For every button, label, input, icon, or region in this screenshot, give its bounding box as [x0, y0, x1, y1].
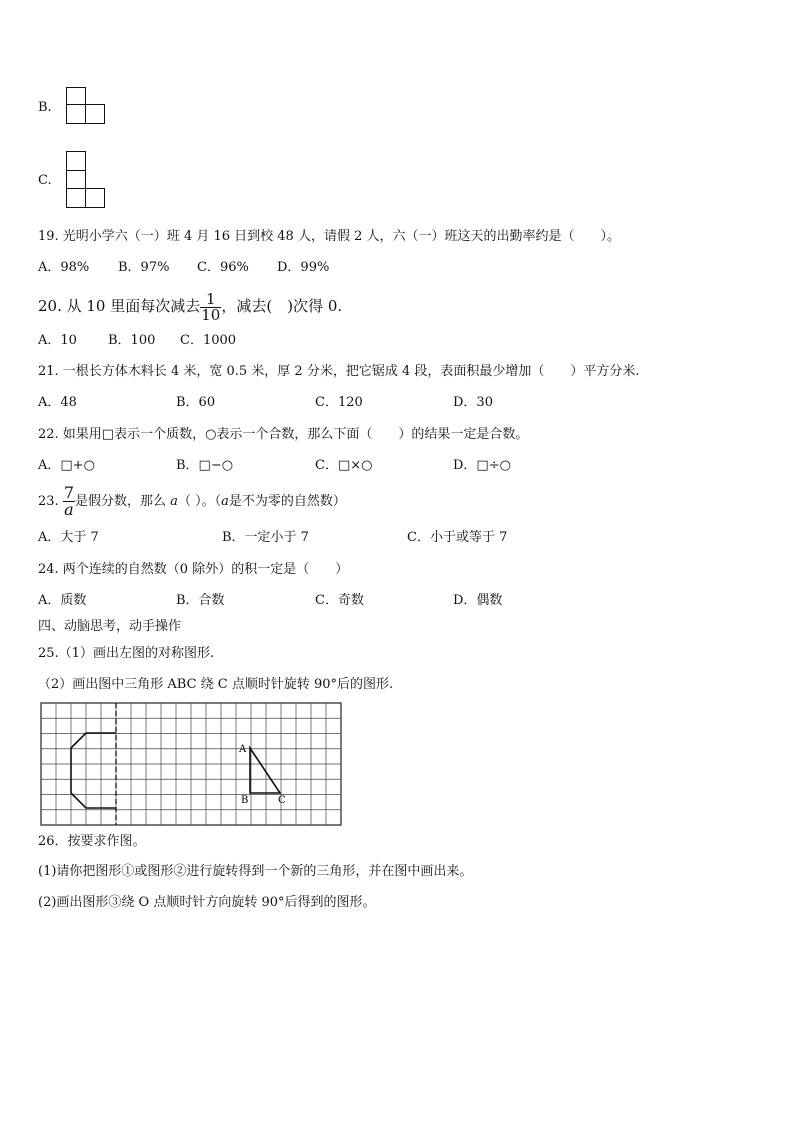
q22-option-a: A．□+○ — [38, 458, 95, 473]
q23-fraction-denominator: a — [64, 500, 74, 519]
q20-fraction — [200, 289, 221, 324]
q20-fraction-numerator: 1 — [206, 289, 216, 308]
q23-stem — [38, 484, 346, 520]
q23-option-b: B．一定小于 7 — [222, 530, 309, 545]
q24-option-c: C．奇数 — [315, 593, 364, 608]
q23-stem-post: （ ）。（ — [177, 494, 222, 509]
q21-option-b: B．60 — [176, 395, 216, 410]
q18-option-c-figure — [64, 150, 106, 210]
q18-option-b-label: B. — [38, 100, 52, 115]
q23-stem-post2: 是不为零的自然数） — [228, 494, 346, 509]
grid-lines — [41, 703, 341, 825]
q20-stem-pre: 20. 从 10 里面每次减去 — [38, 297, 201, 315]
label-a: A — [239, 744, 247, 755]
q20-option-c: C．1000 — [180, 333, 237, 348]
q20-stem — [38, 288, 342, 324]
label-c: C — [278, 795, 286, 806]
q25-grid-figure — [40, 702, 342, 826]
q18-option-b-figure — [64, 86, 106, 126]
q23-option-a: A．大于 7 — [38, 530, 99, 545]
triangle-abc — [250, 748, 280, 793]
q21-option-c: C．120 — [315, 395, 363, 410]
q23-stem-mid: 是假分数，那么 — [75, 494, 167, 509]
q21-option-d: D．30 — [453, 395, 493, 410]
q22-stem: 22. 如果用□表示一个质数，○表示一个合数，那么下面（ ）的结果一定是合数。 — [38, 427, 529, 442]
q20-stem-post: ，减去( )次得 0. — [221, 297, 343, 315]
q18-option-c-label: C. — [38, 173, 52, 188]
left-shape — [71, 733, 116, 808]
q22-option-b: B．□−○ — [176, 458, 234, 473]
q21-option-a: A．48 — [38, 395, 77, 410]
q20-option-a: A．10 — [38, 333, 77, 348]
q24-option-d: D．偶数 — [453, 593, 503, 608]
label-b: B — [241, 795, 249, 806]
q24-stem: 24. 两个连续的自然数（0 除外）的积一定是（ ） — [38, 562, 349, 577]
q23-fraction-numerator: 7 — [63, 483, 75, 502]
q24-option-b: B．合数 — [176, 593, 225, 608]
q22-option-c: C．□×○ — [315, 458, 373, 473]
q19-stem: 19. 光明小学六（一）班 4 月 16 日到校 48 人，请假 2 人，六（一）班这天的出勤率约是（ ）。 — [38, 229, 620, 244]
q23-option-c: C．小于或等于 7 — [407, 530, 508, 545]
q20-option-b: B．100 — [108, 333, 156, 348]
q23-fraction — [63, 485, 75, 518]
q22-option-d: D．□÷○ — [453, 458, 511, 473]
q24-option-a: A．质数 — [38, 593, 87, 608]
q20-fraction-denominator: 10 — [201, 305, 221, 324]
q26-stem: 26．按要求作图。 — [38, 834, 146, 849]
q19-option-c: C．96% — [197, 260, 249, 275]
q23-variable-a: a — [170, 494, 178, 509]
q19-option-b: B．97% — [118, 260, 170, 275]
q25-part-1: 25.（1）画出左图的对称图形. — [38, 646, 215, 661]
q26-part-1: (1)请你把图形①或图形②进行旋转得到一个新的三角形，并在图中画出来。 — [38, 864, 473, 879]
q19-option-a: A．98% — [38, 260, 90, 275]
q25-part-2: （2）画出图中三角形 ABC 绕 C 点顺时针旋转 90°后的图形. — [38, 677, 394, 692]
q23-stem-pre: 23. — [38, 494, 59, 509]
q26-part-2: (2)画出图形③绕 O 点顺时针方向旋转 90°后得到的图形。 — [38, 895, 376, 910]
q19-option-d: D．99% — [277, 260, 330, 275]
section-4-heading: 四、动脑思考，动手操作 — [38, 619, 182, 634]
q21-stem: 21. 一根长方体木料长 4 米，宽 0.5 米，厚 2 分米，把它锯成 4 段，表面积最少增加（ ）平方分米. — [38, 364, 640, 379]
q23-variable-a-2: a — [221, 494, 229, 509]
